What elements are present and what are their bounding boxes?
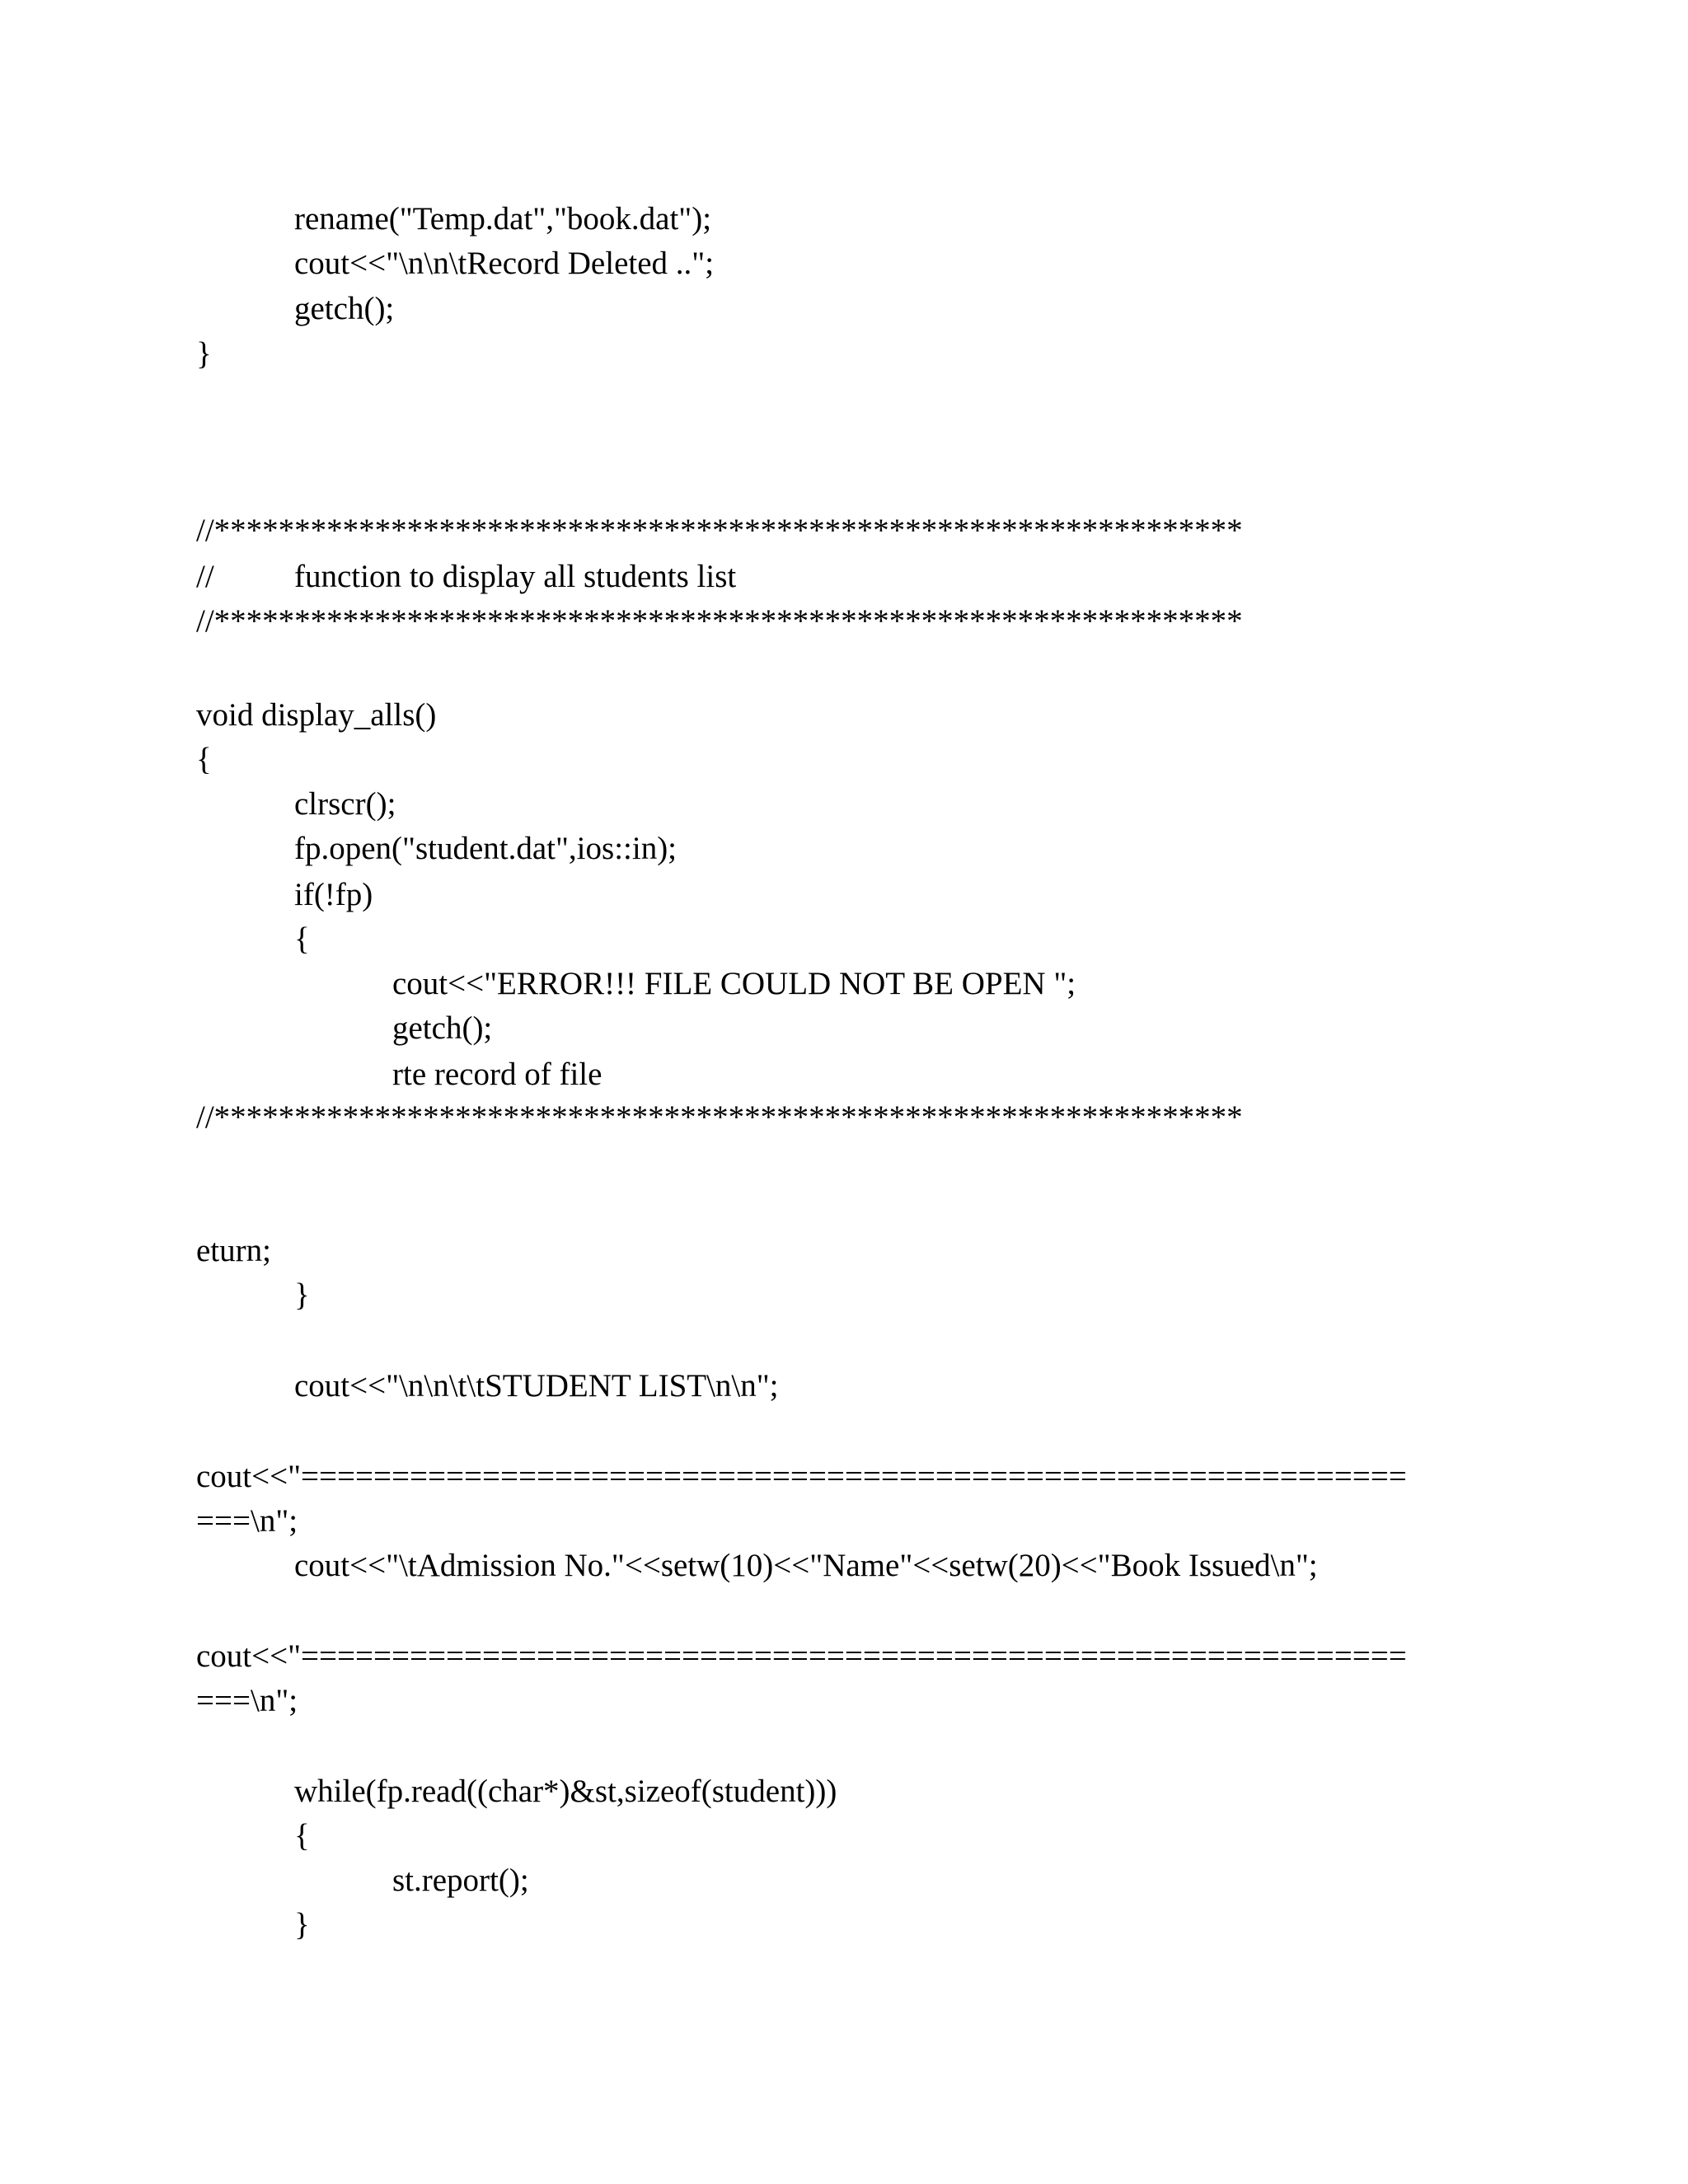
code-line: void display_alls() xyxy=(196,697,437,733)
code-line: fp.open("student.dat",ios::in); xyxy=(294,831,678,866)
comment-text: function to display all students list xyxy=(294,559,737,594)
code-line: cout<<"ERROR!!! FILE COULD NOT BE OPEN "; xyxy=(392,966,1076,1001)
code-line: rte record of file xyxy=(392,1057,603,1092)
code-line: } xyxy=(294,1907,310,1943)
code-line: ===\n"; xyxy=(196,1683,298,1718)
comment-line: //**************************************************************** xyxy=(196,603,1243,639)
code-line: cout<<"\tAdmission No."<<setw(10)<<"Name"<<setw(20)<<"Book Issued\n"; xyxy=(294,1548,1318,1583)
code-line: getch(); xyxy=(392,1010,493,1046)
code-line: } xyxy=(196,336,212,372)
code-line: rename("Temp.dat","book.dat"); xyxy=(294,201,712,237)
code-line: } xyxy=(294,1277,310,1313)
code-line: { xyxy=(294,921,310,957)
code-line: { xyxy=(294,1818,310,1854)
comment-line: //**************************************************************** xyxy=(196,513,1243,548)
code-line: st.report(); xyxy=(392,1863,529,1898)
comment-line: //**************************************************************** xyxy=(196,1099,1243,1135)
code-line: cout<<"============================================================= xyxy=(196,1459,1407,1494)
code-line: cout<<"\n\n\tRecord Deleted .."; xyxy=(294,246,715,281)
code-line: clrscr(); xyxy=(294,786,396,822)
code-line: cout<<"============================================================= xyxy=(196,1638,1407,1674)
code-line: cout<<"\n\n\t\tSTUDENT LIST\n\n"; xyxy=(294,1368,779,1404)
code-line: getch(); xyxy=(294,291,395,326)
comment-line: // xyxy=(196,559,214,594)
code-line: ===\n"; xyxy=(196,1503,298,1539)
code-line: eturn; xyxy=(196,1233,271,1268)
code-line: if(!fp) xyxy=(294,877,373,912)
code-line: while(fp.read((char*)&st,sizeof(student))) xyxy=(294,1774,837,1809)
code-line: { xyxy=(196,742,212,777)
